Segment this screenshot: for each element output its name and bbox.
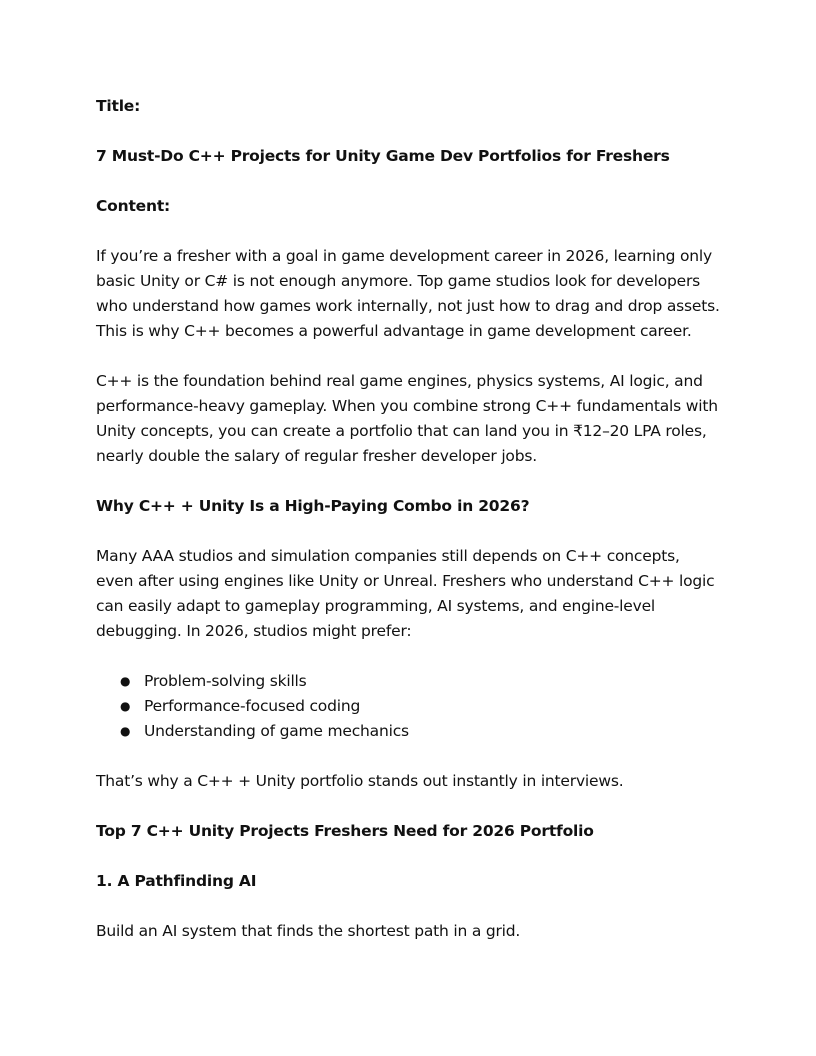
project-1-paragraph: Build an AI system that finds the shortest path in a grid.	[96, 922, 521, 940]
intro-paragraph-1: If you’re a fresher with a goal in game development career in 2026, learning only basic Unity or C# is not enough anymore. Top game studios look for developers who understand how games work internally, not just how to drag and drop assets. This is why C++ becomes a powerful advantage in game development career.	[96, 247, 720, 340]
intro-paragraph-2: C++ is the foundation behind real game engines, physics systems, AI logic, and performance-heavy gameplay. When you combine strong C++ fundamentals with Unity concepts, you can create a portfolio that can land you in ₹12–20 LPA roles, nearly double the salary of regular fresher developer jobs.	[96, 372, 718, 465]
list-item	[96, 694, 720, 719]
why-heading: Why C++ + Unity Is a High-Paying Combo in 2026?	[96, 497, 530, 515]
list-item-text: Understanding of game mechanics	[144, 722, 409, 740]
bullet-icon: ●	[120, 674, 131, 688]
bullet-icon: ●	[120, 724, 131, 738]
list-item	[96, 669, 720, 694]
why-paragraph-2: That’s why a C++ + Unity portfolio stands out instantly in interviews.	[96, 772, 624, 790]
top-projects-heading: Top 7 C++ Unity Projects Freshers Need for 2026 Portfolio	[96, 822, 594, 840]
bullet-icon: ●	[120, 699, 131, 713]
document-title: 7 Must-Do C++ Projects for Unity Game Dev Portfolios for Freshers	[96, 147, 670, 165]
list-item	[96, 719, 720, 744]
preferences-list	[96, 669, 720, 744]
content-label: Content:	[96, 197, 171, 215]
list-item-text: Problem-solving skills	[144, 672, 307, 690]
document-page	[96, 94, 720, 944]
list-item-text: Performance-focused coding	[144, 697, 361, 715]
title-label: Title:	[96, 97, 141, 115]
project-1-heading: 1. A Pathfinding AI	[96, 872, 257, 890]
why-paragraph-1: Many AAA studios and simulation companies still depends on C++ concepts, even after using engines like Unity or Unreal. Freshers who understand C++ logic can easily adapt to gameplay programming, AI systems, and engine-level debugging. In 2026, studios might prefer:	[96, 547, 715, 640]
